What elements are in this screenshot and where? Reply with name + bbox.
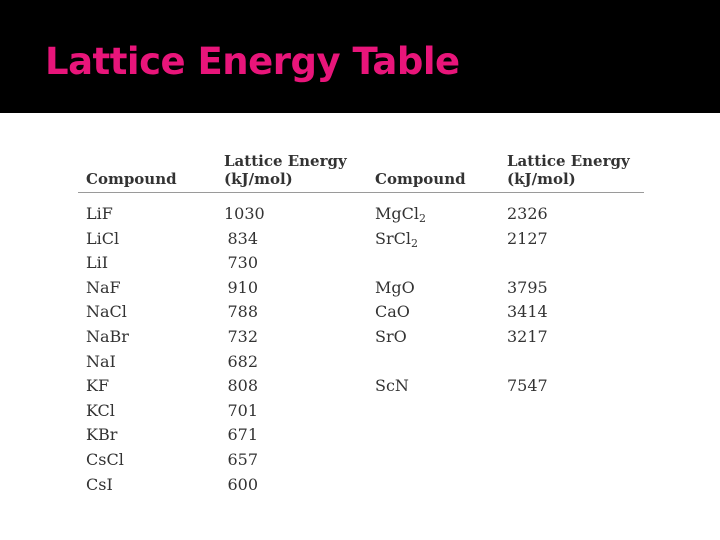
- left-lattice-energy-cell: 732: [227, 326, 258, 346]
- left-lattice-energy-cell: 600: [227, 474, 258, 494]
- left-lattice-energy-cell: 788: [227, 302, 258, 322]
- lattice-energy-table: [78, 147, 644, 499]
- right-compound-cell: [375, 229, 418, 249]
- table-row: [78, 475, 644, 500]
- slide-title: Lattice Energy Table: [45, 40, 460, 83]
- table-row: [78, 352, 644, 377]
- left-lattice-energy-cell: 808: [227, 376, 258, 396]
- table-row: [78, 229, 644, 254]
- header-lattice-energy-left: [224, 152, 347, 188]
- right-lattice-energy-cell: 2326: [507, 204, 548, 223]
- table-row: [78, 450, 644, 475]
- right-lattice-energy-cell: 3217: [507, 326, 548, 346]
- header-lattice-energy-left-line1: Lattice Energy: [224, 152, 347, 170]
- table-row: [78, 302, 644, 327]
- right-compound-cell: [375, 327, 407, 347]
- table-header: [78, 147, 644, 193]
- left-compound-cell: LiI: [86, 253, 109, 273]
- left-compound-cell: CsI: [86, 474, 113, 494]
- table-row: [78, 204, 644, 229]
- table-row: [78, 401, 644, 426]
- table-row: [78, 425, 644, 450]
- right-compound-subscript: 2: [418, 212, 426, 225]
- left-lattice-energy-cell: 671: [227, 425, 258, 445]
- header-lattice-energy-right-line1: Lattice Energy: [507, 152, 630, 170]
- left-lattice-energy-cell: 701: [227, 400, 258, 420]
- right-compound-cell: [375, 376, 409, 396]
- table-row: [78, 278, 644, 303]
- right-compound-formula: SrO: [375, 326, 407, 346]
- left-compound-cell: CsCl: [86, 449, 124, 469]
- left-lattice-energy-cell: 682: [227, 351, 258, 371]
- right-compound-formula: MgO: [375, 277, 415, 297]
- title-bar: [0, 0, 720, 113]
- header-lattice-energy-left-unit: (kJ/mol): [224, 170, 293, 188]
- header-compound-right: Compound: [375, 170, 466, 188]
- right-compound-cell: [375, 302, 410, 322]
- table-body: [78, 204, 644, 499]
- right-lattice-energy-cell: 2127: [507, 228, 548, 248]
- left-lattice-energy-cell: 1030: [224, 204, 265, 223]
- left-compound-cell: NaCl: [86, 302, 127, 322]
- left-compound-cell: KBr: [86, 425, 118, 445]
- right-compound-formula: MgCl: [375, 204, 419, 223]
- left-lattice-energy-cell: 910: [227, 277, 258, 297]
- left-compound-cell: NaI: [86, 351, 116, 371]
- header-compound-left: Compound: [86, 170, 177, 188]
- left-compound-cell: LiCl: [86, 228, 120, 248]
- left-compound-cell: LiF: [86, 204, 113, 223]
- left-lattice-energy-cell: 657: [227, 449, 258, 469]
- left-compound-cell: KCl: [86, 400, 115, 420]
- right-lattice-energy-cell: 3414: [507, 302, 548, 322]
- right-compound-formula: ScN: [375, 376, 409, 396]
- right-compound-formula: CaO: [375, 302, 410, 322]
- right-lattice-energy-cell: 3795: [507, 277, 548, 297]
- left-compound-cell: NaF: [86, 277, 121, 297]
- right-compound-formula: SrCl: [375, 228, 411, 248]
- header-lattice-energy-right: [507, 152, 630, 188]
- right-compound-cell: [375, 204, 426, 224]
- left-lattice-energy-cell: 730: [227, 253, 258, 273]
- left-lattice-energy-cell: 834: [227, 228, 258, 248]
- table-row: [78, 376, 644, 401]
- table-row: [78, 327, 644, 352]
- left-compound-cell: NaBr: [86, 326, 129, 346]
- right-compound-subscript: 2: [410, 236, 418, 250]
- right-lattice-energy-cell: 7547: [507, 376, 548, 396]
- table-row: [78, 253, 644, 278]
- header-lattice-energy-right-unit: (kJ/mol): [507, 170, 576, 188]
- left-compound-cell: KF: [86, 376, 110, 396]
- right-compound-cell: [375, 278, 415, 298]
